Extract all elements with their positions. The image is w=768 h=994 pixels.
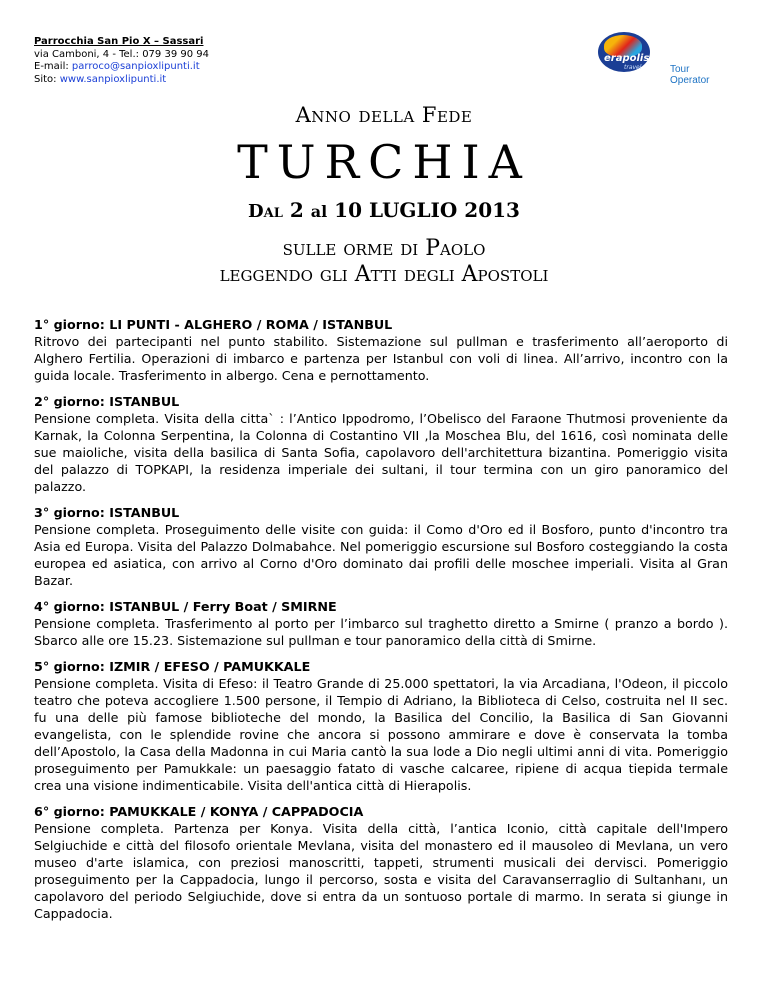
day-title: 4° giorno: ISTANBUL / Ferry Boat / SMIRNE: [34, 599, 337, 614]
subtitle-atti: leggendo gli Atti degli Apostoli: [219, 262, 549, 287]
logo-caption: Tour Operator: [670, 64, 710, 86]
day-description: Pensione completa. Visita di Efeso: il Teatro Grande di 25.000 spettatori, la via Arcadiana, l'Odeon, il piccolo teatro che poteva accogliere 1.500 persone, il Tempio di Adriano, la Biblioteca di Celso, costruita nel II sec. fu una delle più famose biblioteche del mondo, la Basilica del Concilio, la Basilica di San Giovanni evangelista, con le splendide rovine che ancora si possono ammirare e dove è conservata la tomba dell’Apostolo, la Casa della Madonna in cui Maria cantò la sua lode a Dio negli ultimi anni di vita. Pomeriggio proseguimento per Pamukkale: un paesaggio fatato di vasche calcaree, ripiene di acqua tiepida termale crea una visione indimenticabile. Visita dell'antica città di Hierapolis.: [34, 676, 728, 793]
day-description: Pensione completa. Trasferimento al porto per l’imbarco sul traghetto diretto a Smirne ( pranzo a bordo ). Sbarco alle ore 15.23. Sistemazione sul pullman e tour panoramico della città di Smirne.: [34, 616, 728, 648]
page-title: TURCHIA: [237, 135, 531, 189]
trip-dates: [0, 198, 768, 222]
day-description: Pensione completa. Partenza per Konya. Visita della città, l’antica Iconio, città capitale dell'Impero Selgiuchide e città del filosofo orientale Mevlana, visita del monastero ed il mausoleo di Mevlana, un vero museo d'arte islamica, con preziosi manoscritti, tappeti, strumenti musicali dei dervisci. Pomeriggio proseguimento per la Cappadocia, lungo il percorso, sosta e visita del Caravanserraglio di Sultanhanı, un capolavoro del periodo Selgiuchide, dove si entra da un sontuoso portale di marmo. In serata si giunge in Cappadocia.: [34, 821, 728, 921]
itinerary-day-1: [34, 316, 728, 384]
email-label: E-mail:: [34, 61, 72, 72]
tour-operator-logo: [598, 30, 728, 86]
logo-brand-sub: travel: [624, 64, 642, 71]
parish-header: [34, 36, 209, 86]
day-description: Pensione completa. Proseguimento delle visite con guida: il Como d'Oro ed il Bosforo, punto d'incontro tra Asia ed Europa. Visita del Palazzo Dolmabahce. Nel pomeriggio escursione sul Bosforo costeggiando la costa europea ed asiatica, con arrivo al Corno d'Oro dominato dai profili delle moschee imperiali. Visita al Gran Bazar.: [34, 522, 728, 588]
parish-address: via Camboni, 4 - Tel.: 079 39 90 94: [34, 48, 209, 60]
day-description: Pensione completa. Visita della citta` : l’Antico Ippodromo, l’Obelisco del Faraone Thutmosi proveniente da Karnak, la Colonna Serpentina, la Colonna di Costantino VII ,la Moschea Blu, del 1616, così nominata delle sue maioliche, visita della basilica di Santa Sofia, capolavoro dell'architettura bizantina. Pomeriggio visita del palazzo di TOPKAPI, la residenza imperiale dei sultani, il tour termina con un giro panoramico del palazzo.: [34, 411, 728, 494]
itinerary-day-6: [34, 803, 728, 922]
day-title: 2° giorno: ISTANBUL: [34, 394, 180, 409]
itinerary-day-2: [34, 393, 728, 495]
logo-brand: erapolis: [604, 53, 650, 64]
dates-to-label: al: [310, 202, 328, 221]
itinerary-day-3: [34, 504, 728, 589]
anno-della-fede-heading: Anno della Fede: [295, 103, 473, 127]
day-title: 6° giorno: PAMUKKALE / KONYA / CAPPADOCIA: [34, 804, 364, 819]
dates-month-year: LUGLIO 2013: [368, 198, 520, 222]
parish-email-line: [34, 61, 209, 74]
dates-from-label: Dal: [248, 201, 283, 222]
day-title: 5° giorno: IZMIR / EFESO / PAMUKKALE: [34, 659, 311, 674]
itinerary: [34, 316, 728, 931]
subtitle-paolo: sulle orme di Paolo: [282, 236, 486, 261]
site-link[interactable]: www.sanpioxlipunti.it: [59, 73, 167, 85]
dates-end-day: 10: [334, 198, 363, 222]
day-description: Ritrovo dei partecipanti nel punto stabilito. Sistemazione sul pullman e trasferimento all’aeroporto di Alghero Fertilia. Operazioni di imbarco e partenza per Istanbul con voli di linea. All’arrivo, incontro con la guida locale. Trasferimento in albergo. Cena e pernottamento.: [34, 334, 728, 383]
parish-name: Parrocchia San Pio X – Sassari: [34, 36, 204, 47]
site-label: Sito:: [34, 73, 60, 85]
parish-site-line: [34, 74, 209, 87]
email-link[interactable]: parroco@sanpioxlipunti.it: [71, 61, 200, 72]
itinerary-day-4: [34, 598, 728, 649]
day-title: 1° giorno: LI PUNTI - ALGHERO / ROMA / ISTANBUL: [34, 317, 393, 332]
dates-start-day: 2: [289, 198, 304, 222]
itinerary-day-5: [34, 658, 728, 794]
day-title: 3° giorno: ISTANBUL: [34, 505, 180, 520]
